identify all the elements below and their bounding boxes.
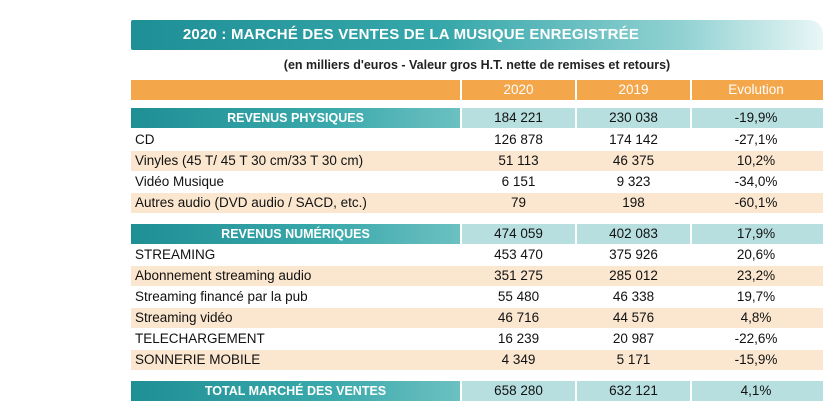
cell-evolution: -22,6% xyxy=(734,331,778,346)
table-row xyxy=(131,329,823,349)
cell-2019: 375 926 xyxy=(609,247,658,262)
cell-evolution: 4,8% xyxy=(740,310,772,325)
total-row xyxy=(131,381,823,401)
row-label: CD xyxy=(135,132,155,147)
cell-2019: 230 038 xyxy=(609,110,658,125)
cell-evolution: -15,9% xyxy=(734,352,778,367)
cell-2020: 55 480 xyxy=(497,289,540,304)
total-label: TOTAL MARCHÉ DES VENTES xyxy=(204,384,387,398)
row-label: SONNERIE MOBILE xyxy=(135,352,261,367)
cell-2019: 46 375 xyxy=(612,153,655,168)
cell-2020: 658 280 xyxy=(494,383,543,398)
cell-2020: 46 716 xyxy=(497,310,540,325)
table-row xyxy=(131,266,823,286)
cell-2020: 51 113 xyxy=(498,153,539,168)
cell-2020: 184 221 xyxy=(494,110,543,125)
cell-2020: 351 275 xyxy=(494,268,543,283)
row-label: Abonnement streaming audio xyxy=(135,268,312,283)
cell-evolution: 4,1% xyxy=(740,383,772,398)
cell-evolution: -60,1% xyxy=(734,195,778,210)
section-header-physical xyxy=(131,108,823,128)
table-row xyxy=(131,308,823,328)
cell-evolution: 19,7% xyxy=(736,289,776,304)
cell-evolution: -19,9% xyxy=(734,110,778,125)
column-divider xyxy=(690,80,692,100)
cell-evolution: 20,6% xyxy=(736,247,776,262)
cell-evolution: 23,2% xyxy=(736,268,776,283)
section-header-digital xyxy=(131,224,823,244)
col-header-2020: 2020 xyxy=(503,82,534,97)
cell-2019: 5 171 xyxy=(616,352,651,367)
table-row xyxy=(131,130,823,150)
column-header-row xyxy=(131,80,823,100)
left-margin xyxy=(0,0,131,418)
cell-2020: 126 878 xyxy=(494,132,543,147)
table-title: 2020 : MARCHÉ DES VENTES DE LA MUSIQUE ENREGISTRÉE xyxy=(182,26,640,43)
table-row xyxy=(131,172,823,192)
cell-2019: 402 083 xyxy=(609,226,658,241)
table-row xyxy=(131,193,823,213)
cell-evolution: 17,9% xyxy=(736,226,776,241)
table-row xyxy=(131,287,823,307)
cell-2020: 453 470 xyxy=(494,247,543,262)
cell-2019: 632 121 xyxy=(609,383,658,398)
column-divider xyxy=(575,80,577,100)
col-header-2019: 2019 xyxy=(618,82,649,97)
table-row xyxy=(131,245,823,265)
cell-2019: 46 338 xyxy=(612,289,655,304)
row-label: Vidéo Musique xyxy=(135,174,225,189)
cell-2020: 16 239 xyxy=(497,331,540,346)
col-header-evolution: Evolution xyxy=(728,82,784,97)
cell-evolution: -34,0% xyxy=(734,174,778,189)
cell-2019: 20 987 xyxy=(612,331,655,346)
cell-evolution: -27,1% xyxy=(734,132,778,147)
column-divider xyxy=(460,80,462,100)
section-label: REVENUS PHYSIQUES xyxy=(227,111,364,125)
row-label: Autres audio (DVD audio / SACD, etc.) xyxy=(135,195,367,210)
cell-2020: 79 xyxy=(510,195,527,210)
row-label: Streaming financé par la pub xyxy=(135,289,308,304)
cell-2020: 4 349 xyxy=(501,352,536,367)
row-label: Streaming vidéo xyxy=(135,310,233,325)
row-label: Vinyles (45 T/ 45 T 30 cm/33 T 30 cm) xyxy=(135,153,364,168)
cell-2019: 198 xyxy=(622,195,645,210)
table-row xyxy=(131,151,823,171)
cell-evolution: 10,2% xyxy=(736,153,776,168)
cell-2019: 44 576 xyxy=(612,310,655,325)
section-label: REVENUS NUMÉRIQUES xyxy=(221,227,370,241)
cell-2020: 6 151 xyxy=(501,174,536,189)
row-label: TELECHARGEMENT xyxy=(135,331,265,346)
cell-2020: 474 059 xyxy=(494,226,543,241)
cell-2019: 174 142 xyxy=(609,132,658,147)
table-subtitle: (en milliers d'euros - Valeur gros H.T. nette de remises et retours) xyxy=(283,58,671,72)
cell-2019: 285 012 xyxy=(609,268,658,283)
cell-2019: 9 323 xyxy=(616,174,651,189)
table-row xyxy=(131,350,823,370)
row-label: STREAMING xyxy=(135,247,216,262)
